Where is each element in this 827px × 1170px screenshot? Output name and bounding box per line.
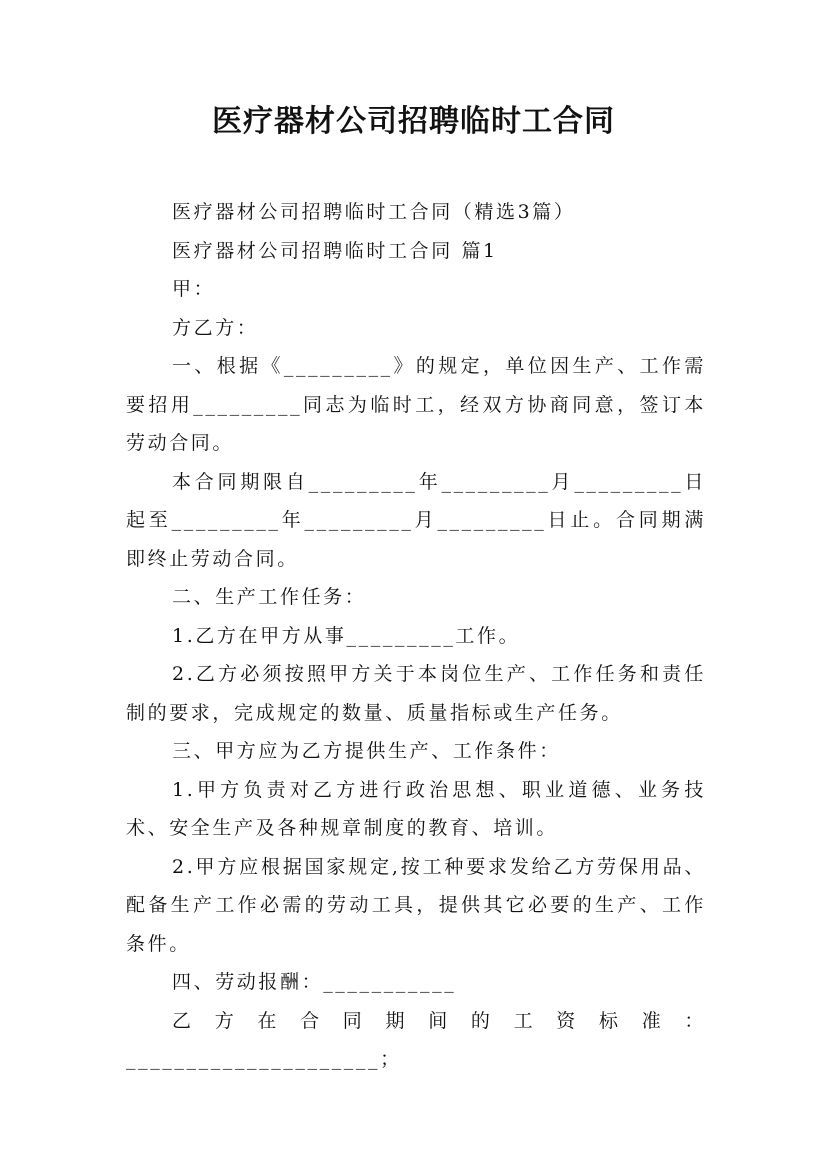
paragraph: 方乙方：: [172, 316, 259, 339]
paragraph: 医疗器材公司招聘临时工合同（精选3篇）: [172, 201, 576, 223]
paragraph: 2.甲方应根据国家规定,按工种要求发给乙方劳保用品、配备生产工作必需的劳动工具，提供其它必要的生产、工作条件。: [126, 855, 706, 955]
paragraph: 一、根据《_________》的规定，单位因生产、工作需要招用_________同志为临时工，经双方协商同意，签订本劳动合同。: [126, 355, 706, 454]
paragraph: 四、劳动报酬：___________: [172, 971, 457, 993]
paragraph: 医疗器材公司招聘临时工合同 篇1: [172, 239, 498, 262]
paragraph: 三、甲方应为乙方提供生产、工作条件：: [172, 740, 561, 762]
paragraph: 1.甲方负责对乙方进行政治思想、职业道德、业务技术、安全生产及各种规章制度的教育、培训。: [126, 778, 706, 839]
paragraph: 二、生产工作任务：: [172, 586, 367, 608]
paragraph: 甲：: [172, 278, 216, 300]
paragraph: 2.乙方必须按照甲方关于本岗位生产、工作任务和责任制的要求，完成规定的数量、质量指标或生产任务。: [126, 663, 706, 724]
paragraph: 1.乙方在甲方从事_________工作。: [172, 624, 521, 647]
document-title: 医疗器材公司招聘临时工合同: [212, 104, 615, 139]
paragraph: 乙方在合同期间的工资标准：_____________________；: [126, 1009, 706, 1070]
document-body: [126, 193, 706, 1079]
paragraph: 本合同期限自_________年_________月_________日起至_________年_________月_________日止。合同期满即终止劳动合同。: [126, 470, 706, 570]
